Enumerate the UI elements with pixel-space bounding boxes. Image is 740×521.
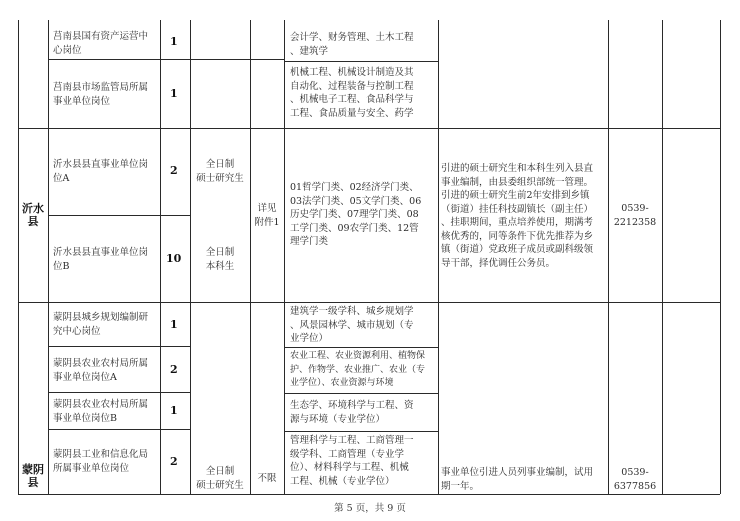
- row-divider: [284, 393, 438, 394]
- major-cell: 会计学、财务管理、土木工程 、建筑学: [290, 32, 414, 57]
- major-ref-cell: 不限: [257, 473, 277, 484]
- row-divider: [284, 431, 438, 432]
- row-divider: [18, 128, 720, 129]
- position-cell: 沂水县县直事业单位岗 位B: [53, 247, 149, 272]
- row-divider: [18, 302, 720, 303]
- column-divider: [284, 20, 285, 494]
- column-divider: [608, 20, 609, 494]
- major-cell: 农业工程、农业资源利用、植物保 护、作物学、农业推广、农业（专 业学位）、农业资源与环境: [290, 351, 426, 388]
- count-cell: 1: [170, 35, 178, 48]
- column-divider: [438, 20, 439, 494]
- row-divider: [284, 347, 438, 348]
- column-divider: [48, 20, 49, 494]
- count-cell: 2: [170, 363, 178, 376]
- column-divider: [720, 20, 721, 494]
- row-divider: [48, 392, 190, 393]
- row-divider: [18, 494, 720, 495]
- column-divider: [662, 20, 663, 494]
- position-cell: 蒙阴县工业和信息化局 所属事业单位岗位: [53, 449, 149, 474]
- row-divider: [48, 59, 284, 60]
- position-cell: 莒南县国有资产运营中 心岗位: [53, 31, 149, 56]
- row-divider: [48, 346, 190, 347]
- row-divider: [284, 61, 438, 62]
- count-cell: 1: [170, 318, 178, 331]
- count-cell: 2: [170, 164, 178, 177]
- column-divider: [18, 20, 19, 494]
- column-divider: [160, 20, 161, 494]
- education-cell: 全日制 硕士研究生: [196, 159, 244, 184]
- position-cell: 蒙阴县农业农村局所属 事业单位岗位A: [53, 358, 149, 383]
- county-cell-mengyin: 蒙阴 县: [22, 463, 44, 489]
- page-footer: 第 5 页，共 9 页: [334, 503, 406, 514]
- position-cell: 蒙阴县农业农村局所属 事业单位岗位B: [53, 399, 149, 424]
- column-divider: [250, 20, 251, 494]
- count-cell: 2: [170, 455, 178, 468]
- count-cell: 1: [170, 404, 178, 417]
- county-cell-yishui: 沂水 县: [22, 202, 44, 228]
- position-cell: 莒南县市场监管局所属 事业单位岗位: [53, 82, 149, 107]
- major-cell: 机械工程、机械设计制造及其 自动化、过程装备与控制工程 、机械电子工程、食品科学与 工程、食品质量与安全、药学: [290, 67, 414, 119]
- count-cell: 1: [170, 87, 178, 100]
- major-ref-cell: 详见 附件1: [254, 203, 280, 228]
- major-cell: 生态学、环境科学与工程、资 源与环境（专业学位）: [290, 400, 414, 425]
- remark-cell: 事业单位引进人员列事业编制，试用 期一年。: [441, 467, 594, 492]
- major-cell: 管理科学与工程、工商管理一 级学科、工商管理（专业学 位）、材料科学与工程、机械 工程、机械（专业学位）: [290, 435, 414, 487]
- remark-cell: 引进的硕士研究生和本科生列入县直 事业编制，由县委组织部统一管理。 引进的硕士研究生前2年安排到乡镇 （街道）挂任科技副镇长（副主任） 、挂职期间，重点培养使用，期满考 核优秀的，同等条件下优先推荐为乡 镇（街道）党政班子成员或副科级领 导干部，择优调任公务员。: [441, 163, 594, 269]
- row-divider: [48, 215, 190, 216]
- phone-cell: 0539- 6377856: [613, 467, 657, 492]
- phone-cell: 0539- 2212358: [613, 203, 657, 228]
- position-cell: 蒙阴县城乡规划编制研 究中心岗位: [53, 312, 149, 337]
- major-cell: 建筑学一级学科、城乡规划学 、风景园林学、城市规划（专 业学位）: [290, 306, 414, 344]
- education-cell: 全日制 硕士研究生: [196, 466, 244, 491]
- count-cell: 10: [166, 252, 182, 265]
- education-cell: 全日制 本科生: [205, 247, 235, 272]
- major-cell: 01哲学门类、02经济学门类、 03法学门类、05文学门类、06 历史学门类、07理学门类、08 工学门类、09农学门类、12管 理学门类: [290, 182, 422, 247]
- row-divider: [48, 429, 190, 430]
- position-cell: 沂水县县直事业单位岗 位A: [53, 159, 149, 184]
